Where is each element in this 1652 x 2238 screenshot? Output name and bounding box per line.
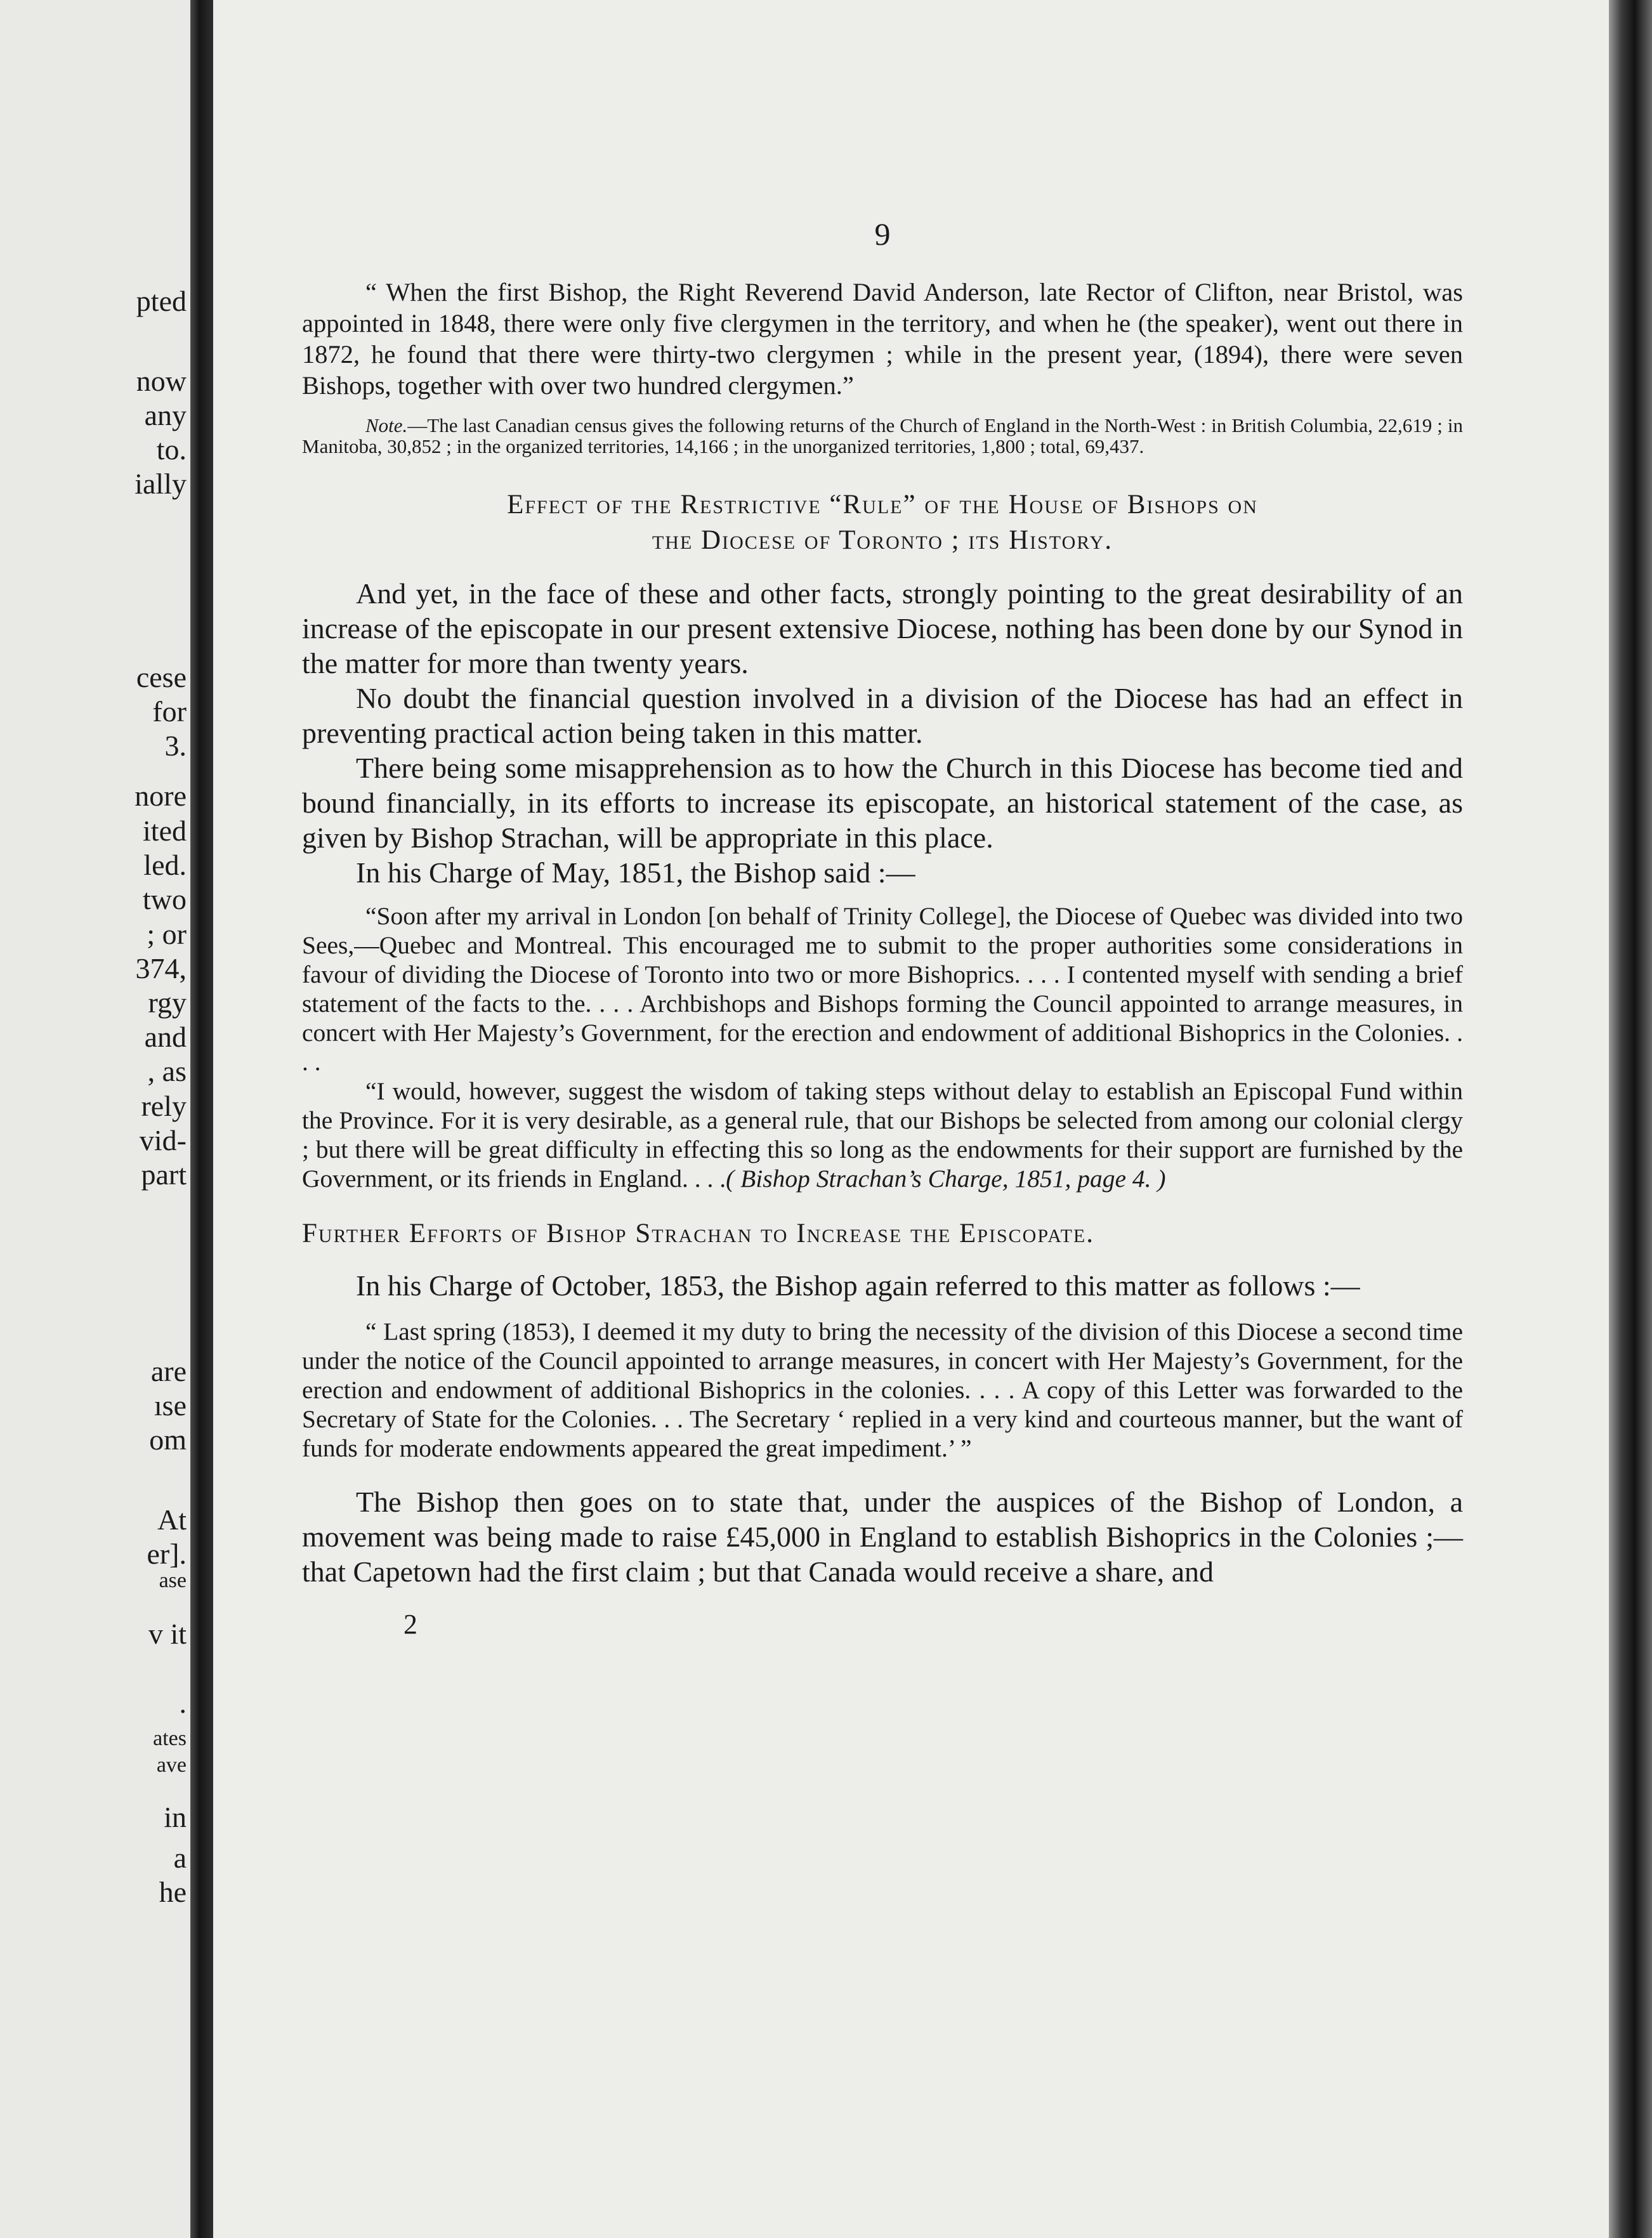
quote-charge-1853: “ Last spring (1853), I deemed it my duty to bring the necessity of the division of this Diocese a second time under the notice of the Council appointed to arrange measures, in concert with Her Majesty’s Government, for the erection and endowment of additional Bishoprics in the colonies. . . . A copy of this Letter was forwarded to the Secretary of State for the Colonies. . . The Secretary ‘ replied in a very kind and courteous manner, but the want of funds for moderate endowments appeared the great impediment.’ ” — [302, 1318, 1463, 1462]
paragraph: And yet, in the face of these and other facts, strongly pointing to the great desirability of an increase of the episcopate in our present extensive Diocese, nothing has been done by our Synod in the matter for more than twenty years. — [302, 577, 1463, 679]
margin-fragment: ially — [134, 468, 187, 500]
previous-page-strip — [0, 0, 190, 2238]
margin-fragment: vid- — [139, 1124, 187, 1156]
margin-fragment: two — [143, 883, 187, 915]
margin-fragment: ates — [153, 1727, 187, 1750]
note-label: Note. — [365, 414, 408, 436]
note-text: —The last Canadian census gives the following returns of the Church of England in the North-West : in British Columbia, 22,619 ; in Manitoba, 30,852 ; in the organized territories, 14,166 ; in the unorganized territories, 1,800 ; total, 69,437. — [302, 414, 1463, 457]
heading-line: Effect of the Restrictive “Rule” of the House of Bishops on — [507, 490, 1258, 520]
right-page-edge — [1609, 0, 1652, 2238]
paragraph: No doubt the financial question involved in a division of the Diocese has had an effect in preventing practical action being taken in this matter. — [302, 682, 1463, 749]
section-heading-restrictive-rule — [302, 487, 1463, 558]
margin-fragment: for — [152, 695, 187, 728]
margin-fragment: ıse — [154, 1389, 187, 1422]
quote-charge-1851: “Soon after my arrival in London [on behalf of Trinity College], the Diocese of Quebec was divided into two Sees,—Quebec and Montreal. This encouraged me to submit to the proper authorities some considerations in favour of dividing the Diocese of Toronto into two or more Bishoprics. . . . I contented myself with sending a brief statement of the facts to the. . . . Archbishops and Bishops forming the Council appointed to arrange measures, in concert with Her Majesty’s Government, for the erection and endowment of additional Bishoprics in the Colonies. . . . — [302, 902, 1463, 1076]
margin-fragment: rgy — [148, 986, 187, 1019]
quote-episcopal-fund — [302, 1076, 1463, 1193]
document-page — [213, 0, 1609, 2238]
margin-fragment: 3. — [164, 730, 187, 762]
margin-fragment: At — [157, 1503, 187, 1536]
margin-fragment: ; or — [147, 918, 187, 950]
heading-line: the Diocese of Toronto ; its History. — [652, 525, 1113, 555]
page-content — [302, 216, 1463, 1640]
paragraph: In his Charge of October, 1853, the Bishop again referred to this matter as follows :— — [356, 1269, 1360, 1302]
margin-fragment: nore — [134, 780, 187, 812]
page-number: 9 — [874, 216, 891, 252]
margin-fragment: and — [144, 1021, 187, 1053]
margin-fragment: om — [149, 1423, 187, 1456]
margin-fragment: pted — [136, 285, 187, 317]
margin-fragment: are — [150, 1355, 187, 1387]
margin-fragment: cese — [136, 661, 187, 693]
margin-fragment: ase — [159, 1569, 187, 1592]
margin-fragment: now — [136, 365, 187, 397]
paragraph: There being some misapprehension as to how the Church in this Diocese has become tied and bound financially, in its efforts to increase its episcopate, an historical statement of the case, as given by Bishop Strachan, will be appropriate in this place. — [302, 752, 1463, 854]
quote-first-bishop: “ When the first Bishop, the Right Reverend David Anderson, late Rector of Clifton, near Bristol, was appointed in 1848, there were only five clergymen in the territory, and when he (the speaker), went out there in 1872, he found that there were thirty-two clergymen ; while in the present year, (1894), there were seven Bishops, together with over two hundred clergymen.” — [302, 278, 1463, 400]
margin-fragment: he — [159, 1876, 187, 1908]
margin-fragment: v it — [148, 1618, 187, 1650]
census-note — [302, 415, 1463, 457]
margin-fragment: any — [144, 399, 187, 431]
quote-citation: ( Bishop Strachan’s Charge, 1851, page 4. ) — [726, 1165, 1166, 1193]
paragraph: In his Charge of May, 1851, the Bishop said :— — [356, 856, 915, 889]
margin-fragment: in — [164, 1801, 187, 1833]
margin-fragment: 374, — [135, 952, 187, 985]
signature-mark: 2 — [403, 1609, 417, 1640]
quote-text: “I would, however, suggest the wisdom of taking steps without delay to establish an Episcopal Fund within the Province. For it is very desirable, as a general rule, that our Bishops be selected from among our colonial clergy ; but there will be great difficulty in effecting this so long as the endowments for their support are furnished by the Government, or its friends in England. . . . — [302, 1077, 1463, 1193]
margin-fragment: led. — [143, 849, 187, 881]
margin-fragment: a — [173, 1842, 187, 1874]
margin-fragment: , as — [147, 1055, 187, 1087]
margin-fragment: ited — [143, 815, 187, 847]
margin-fragment: . — [179, 1687, 187, 1719]
paragraph: The Bishop then goes on to state that, under the auspices of the Bishop of London, a movement was being made to raise £45,000 in England to establish Bishoprics in the Colonies ;—that Capetown had the first claim ; but that Canada would receive a share, and — [302, 1486, 1463, 1588]
margin-fragment: to. — [156, 433, 187, 466]
book-gutter — [190, 0, 213, 2238]
margin-fragment: part — [141, 1158, 187, 1191]
margin-fragment: rely — [141, 1090, 187, 1122]
margin-fragment: ave — [156, 1753, 187, 1777]
margin-fragment: er]. — [147, 1538, 187, 1570]
section-heading-further-efforts: Further Efforts of Bishop Strachan to Increase the Episcopate. — [302, 1219, 1095, 1248]
